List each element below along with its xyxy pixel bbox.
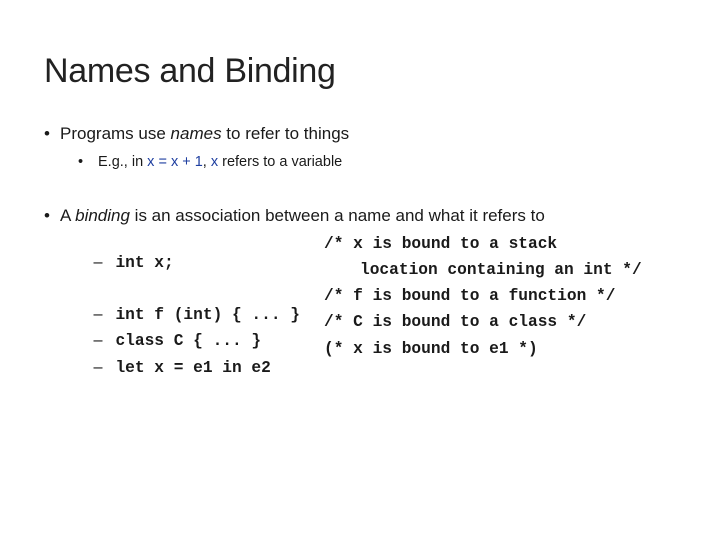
code-text: let x = e1 in e2 [115, 359, 271, 377]
bullet-marker: • [44, 206, 50, 225]
bullet-emphasis: names [170, 124, 222, 143]
dash-marker: – [93, 253, 103, 271]
bullet-emphasis: binding [75, 206, 130, 225]
bullet-names [44, 124, 349, 144]
code-text: int f (int) { ... } [115, 306, 301, 324]
code-comment-let-x: (* x is bound to e1 *) [324, 340, 538, 358]
bullet-text-post: to refer to things [221, 124, 350, 143]
bullet-text-post: is an association between a name and what it refers to [129, 206, 545, 225]
code-comment-continuation: location containing an int */ [360, 261, 642, 279]
code-text: int x; [115, 254, 174, 272]
code-comment-class-c: /* C is bound to a class */ [324, 313, 587, 331]
code-line-int-x [74, 235, 174, 272]
bullet-marker: • [44, 124, 50, 143]
sub-bullet-text-post: refers to a variable [218, 154, 343, 170]
code-comment-int-f: /* f is bound to a function */ [324, 287, 616, 305]
sub-bullet-text-mid: , [202, 154, 211, 170]
slide-title: Names and Binding [44, 52, 336, 90]
dash-marker: – [93, 358, 103, 376]
sub-bullet-text-pre: E.g., in [98, 154, 148, 170]
bullet-text-pre: Programs use [60, 124, 171, 143]
inline-code-variable: x [210, 154, 219, 170]
code-text: class C { ... } [115, 332, 262, 350]
sub-bullet-example [78, 154, 342, 170]
code-line-let-x [74, 340, 271, 377]
code-comment-int-x: /* x is bound to a stack [324, 235, 558, 253]
dash-marker: – [93, 331, 103, 349]
sub-bullet-marker: • [78, 154, 84, 170]
bullet-binding [44, 206, 545, 226]
inline-code-assignment: x = x + 1 [147, 154, 203, 170]
dash-marker: – [93, 305, 103, 323]
bullet-text-pre: A [60, 206, 76, 225]
